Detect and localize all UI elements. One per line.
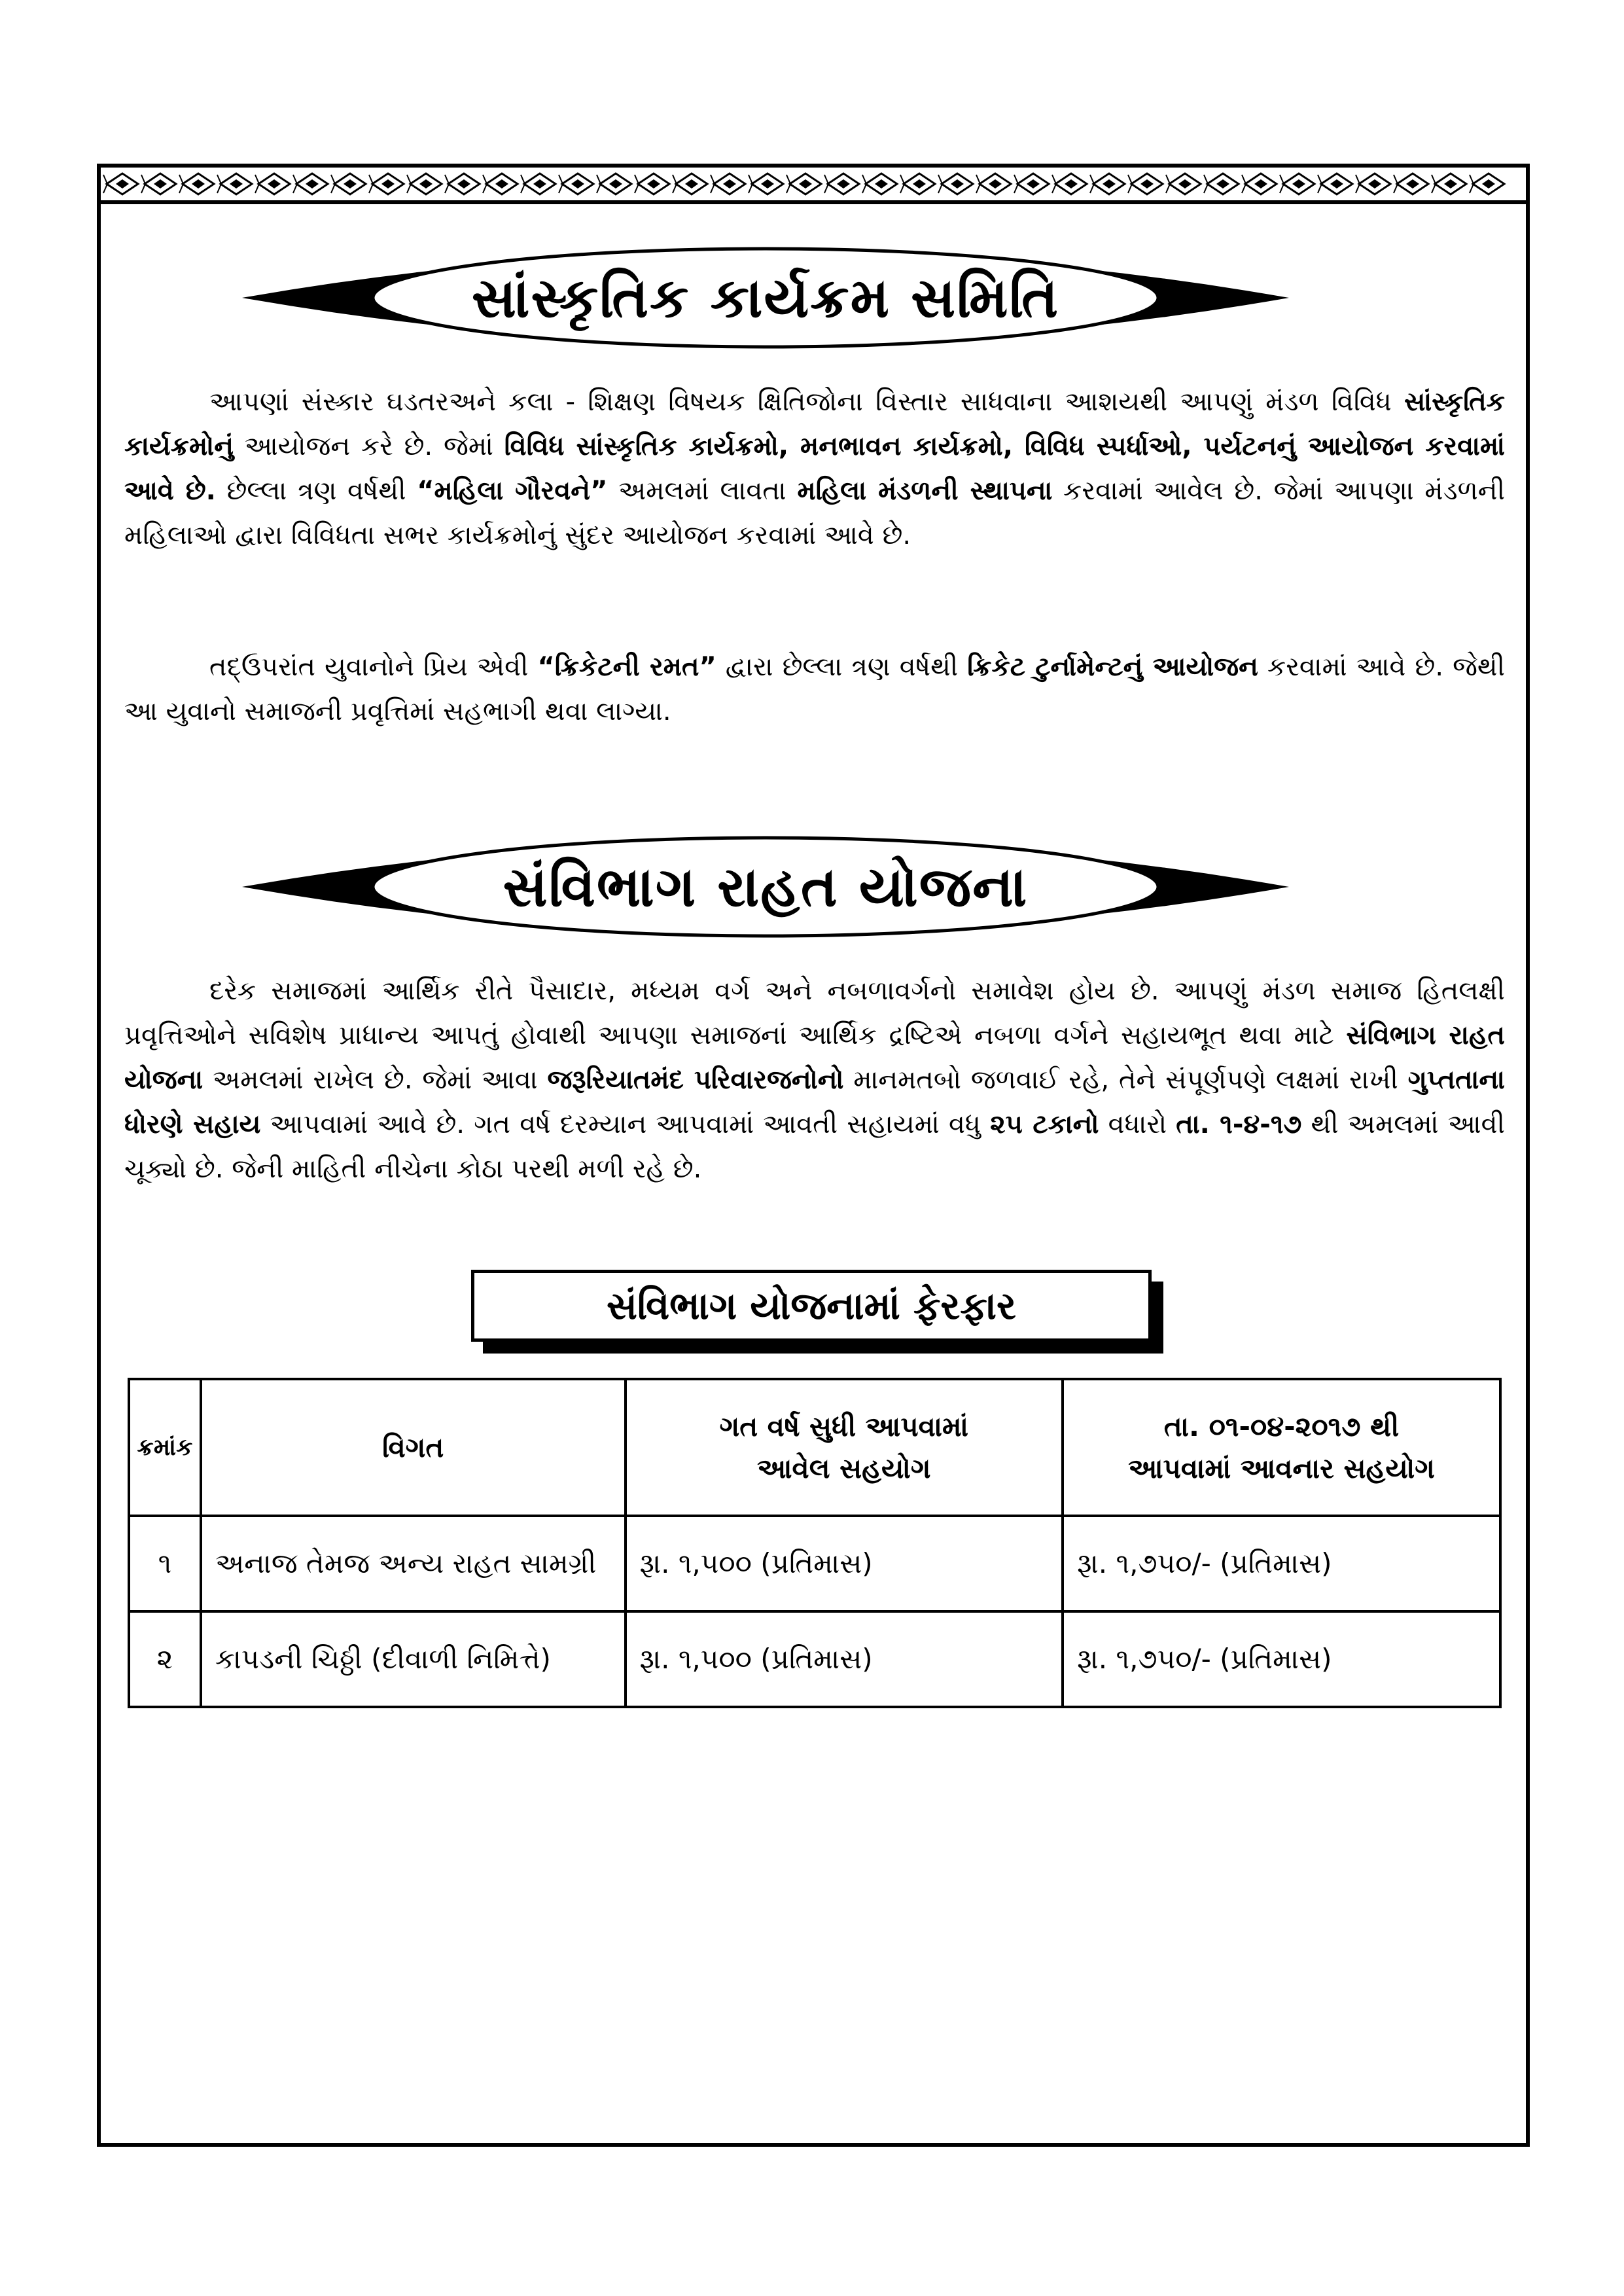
border-diamond-dot <box>647 179 660 188</box>
row-detail: અનાજ તેમજ અન્ય રાહત સામગ્રી <box>201 1516 626 1611</box>
table-header-row <box>129 1379 1500 1516</box>
paragraph-text-run: તા. ૧-૪-૧૭ <box>1176 1109 1302 1139</box>
border-diamond-dot <box>761 179 774 188</box>
border-diamond-dot <box>1254 179 1267 188</box>
row-prev: રૂા. ૧,૫૦૦ (પ્રતિમાસ) <box>626 1611 1063 1707</box>
border-diamond-dot <box>1065 179 1078 188</box>
aid-table <box>128 1378 1502 1708</box>
border-diamond-dot <box>723 179 736 188</box>
border-diamond-dot <box>609 179 622 188</box>
row-num: ૨ <box>129 1611 201 1707</box>
section1-paragraph-1 <box>124 380 1505 558</box>
paragraph-text-run: કરવામાં આવેલ છે. જેમાં આપણા મંડળની મહિલાઓ દ્વારા વિવિધતા સભર કાર્યક્રમોનું સુંદર આયોજન કરવામાં આવે છે. <box>124 476 1506 550</box>
paragraph-text-run: આપવામાં આવે છે. ગત વર્ષ દરમ્યાન આપવામાં આવતી સહાયમાં વધુ <box>260 1109 991 1139</box>
header-num: ક્રમાંક <box>129 1379 201 1516</box>
paragraph-text-run: છેલ્લા ત્રણ વર્ષથી <box>215 476 417 506</box>
border-diamond-dot <box>1444 179 1457 188</box>
subheading-box <box>471 1270 1165 1355</box>
border-diamond-dot <box>837 179 850 188</box>
paragraph-text-run: માનમતબો જળવાઈ રહે, તેને સંપૂર્ણપણે લક્ષમાં રાખી <box>843 1065 1408 1095</box>
paragraph-text-run: દ્વારા છેલ્લા ત્રણ વર્ષથી <box>716 652 968 682</box>
border-diamond-dot <box>344 179 357 188</box>
paragraph-text-run: સાંસ્કૃતિક કાર્યક્રમોનું <box>124 387 1505 461</box>
row-num: ૧ <box>129 1516 201 1611</box>
section2-paragraph-1 <box>124 969 1505 1191</box>
header-new-line2: આપવામાં આવનાર સહયોગ <box>1128 1452 1435 1484</box>
border-diamond-dot <box>989 179 1002 188</box>
header-prev-line1: ગત વર્ષ સુધી આપવામાં <box>719 1410 968 1443</box>
border-diamond-dot <box>1330 179 1343 188</box>
border-diamond-dot <box>875 179 888 188</box>
section1-paragraph-2 <box>124 645 1505 734</box>
border-diamond-dot <box>1027 179 1040 188</box>
paragraph-text-run: અમલમાં રાખેલ છે. જેમાં આવા <box>203 1065 548 1095</box>
border-diamond-dot <box>1216 179 1229 188</box>
section2-banner <box>242 831 1289 942</box>
table-row <box>129 1611 1500 1707</box>
border-diamond-dot <box>154 179 167 188</box>
border-diamond-dot <box>495 179 508 188</box>
row-detail: કાપડની ચિઠ્ઠી (દીવાળી નિમિત્તે) <box>201 1611 626 1707</box>
paragraph-text-run: મહિલા મંડળની સ્થાપના <box>797 476 1053 506</box>
subheading: સંવિભાગ યોજનામાં ફેરફાર <box>471 1270 1152 1342</box>
border-diamond-dot <box>457 179 470 188</box>
border-diamond-dot <box>571 179 584 188</box>
table-row <box>129 1516 1500 1611</box>
border-diamond-dot <box>116 179 129 188</box>
header-prev <box>626 1379 1063 1516</box>
paragraph-text-run: જરૂરિયાતમંદ પરિવારજનોનો <box>547 1065 844 1095</box>
section1-title: સાંસ્કૃતિક કાર્યક્રમ સમિતિ <box>471 265 1060 330</box>
paragraph-text-run: વિવિધ સાંસ્કૃતિક કાર્યક્રમો, મનભાવન કાર્યક્રમો, વિવિધ સ્પર્ધાઓ, પર્યટનનું આયોજન કરવામાં આવે છે. <box>124 431 1505 506</box>
paragraph-text-run: ક્રિકેટ ટુર્નામેન્ટનું આયોજન <box>967 652 1258 682</box>
paragraph-text-run: આપણાં સંસ્કાર ઘડતરઅને કલા - શિક્ષણ વિષયક ક્ષિતિજોના વિસ્તાર સાધવાના આશયથી આપણું મંડળ વિવિધ <box>209 387 1404 417</box>
paragraph-text-run: આયોજન કરે છે. જેમાં <box>234 431 504 461</box>
paragraph-text-run: અમલમાં લાવતા <box>607 476 798 506</box>
border-diamond-dot <box>381 179 395 188</box>
paragraph-text-run: સંવિભાગ રાહત યોજના <box>124 1020 1505 1095</box>
border-diamond-dot <box>230 179 243 188</box>
border-diamond-dot <box>533 179 546 188</box>
header-prev-line2: આવેલ સહયોગ <box>757 1452 931 1484</box>
header-new <box>1063 1379 1500 1516</box>
header-new-line1: તા. ૦૧-૦૪-૨૦૧૭ થી <box>1163 1410 1400 1443</box>
border-diamond-dot <box>192 179 205 188</box>
paragraph-text-run: “ક્રિકેટની રમત” <box>537 652 716 682</box>
row-new: રૂા. ૧,૭૫૦/- (પ્રતિમાસ) <box>1063 1516 1500 1611</box>
border-diamond-dot <box>1292 179 1305 188</box>
decorative-border-strip <box>101 168 1526 204</box>
border-diamond-dot <box>799 179 812 188</box>
row-new: રૂા. ૧,૭૫૦/- (પ્રતિમાસ) <box>1063 1611 1500 1707</box>
paragraph-text-run: વધારો <box>1099 1109 1176 1139</box>
section1-banner <box>242 242 1289 353</box>
paragraph-text-run: દરેક સમાજમાં આર્થિક રીતે પૈસાદાર, મધ્યમ વર્ગ અને નબળાવર્ગનો સમાવેશ હોય છે. આપણું મંડળ સમાજ હિતલક્ષી પ્રવૃત્તિઓને સવિશેષ પ્રાધાન્ય આપતું હોવાથી આપણા સમાજનાં આર્થિક દ્રષ્ટિએ નબળા વર્ગને સહાયભૂત થવા માટે <box>124 976 1505 1050</box>
border-diamond-dot <box>306 179 319 188</box>
row-prev: રૂા. ૧,૫૦૦ (પ્રતિમાસ) <box>626 1516 1063 1611</box>
border-diamond-dot <box>685 179 698 188</box>
border-diamond-dot <box>268 179 281 188</box>
paragraph-text-run: “મહિલા ગૌરવને” <box>417 476 608 506</box>
paragraph-text-run: ૨૫ ટકાનો <box>990 1109 1099 1139</box>
section2-title: સંવિભાગ રાહત યોજના <box>503 854 1029 919</box>
border-diamond-dot <box>1368 179 1381 188</box>
border-diamond-dot <box>1482 179 1495 188</box>
border-diamond-dot <box>951 179 964 188</box>
border-diamond-dot <box>1103 179 1116 188</box>
paragraph-text-run: તદ્ઉપરાંત યુવાનોને પ્રિય એવી <box>209 652 538 682</box>
border-diamond-dot <box>1140 179 1154 188</box>
border-diamond-dot <box>913 179 926 188</box>
paragraph-text-run: ગુપ્તતાના ધોરણે સહાય <box>124 1065 1506 1139</box>
header-detail: વિગત <box>201 1379 626 1516</box>
border-diamond-dot <box>1178 179 1192 188</box>
border-diamond-dot <box>1406 179 1419 188</box>
paragraph-text-run: થી અમલમાં આવી ચૂક્યો છે. જેની માહિતી નીચેના કોઠા પરથી મળી રહે છે. <box>124 1109 1505 1184</box>
border-diamond-dot <box>419 179 432 188</box>
paragraph-text-run: કરવામાં આવે છે. જેથી આ યુવાનો સમાજની પ્રવૃત્તિમાં સહભાગી થવા લાગ્યા. <box>124 652 1506 726</box>
